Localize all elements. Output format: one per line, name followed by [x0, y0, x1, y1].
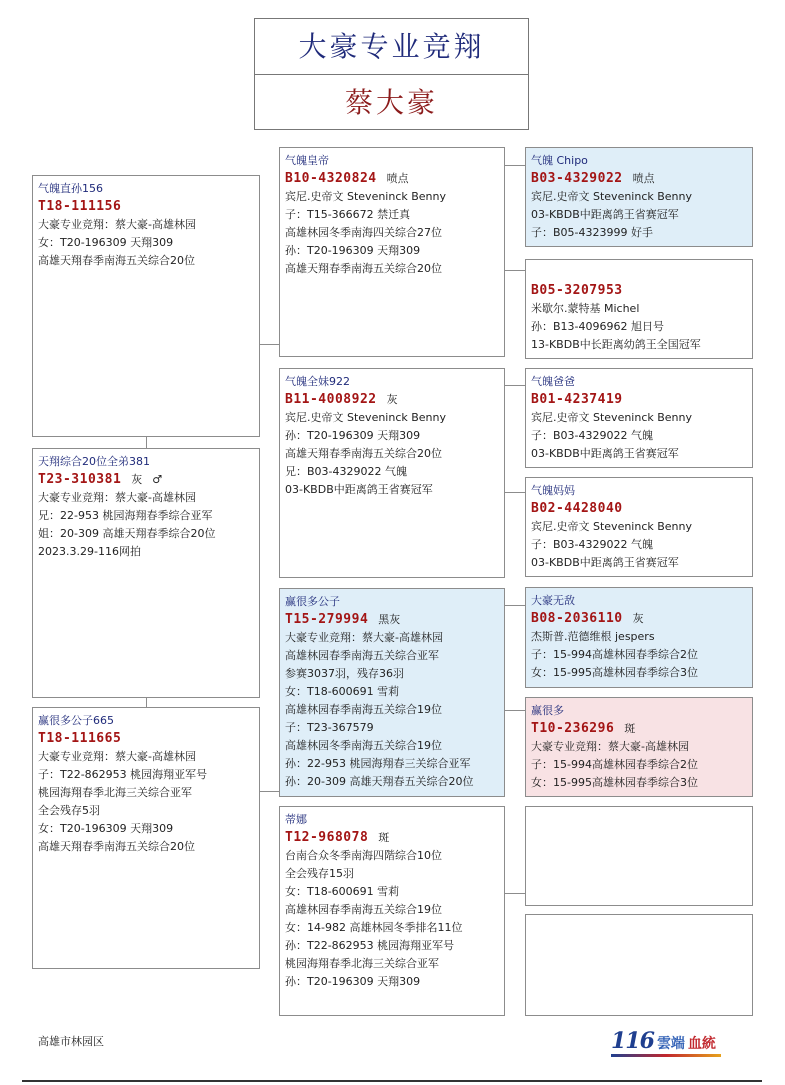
bird-note: 03-KBDB中距离鸽王省赛冠军: [531, 447, 679, 460]
pedigree-box-g3-8-empty: [525, 914, 753, 1016]
bird-color: 斑: [624, 722, 636, 735]
bird-note: 参赛3037羽，残存36羽: [285, 667, 404, 680]
bird-color: 斑: [378, 831, 390, 844]
bird-note: 女：T20-196309 天翔309: [38, 236, 174, 249]
pedigree-box-dam-dam: [279, 806, 505, 1016]
pedigree-box-sire: [32, 175, 260, 437]
bird-name: 天翔综合20位全弟381: [38, 455, 150, 468]
bird-note: 高雄天翔春季南海五关综合20位: [285, 262, 442, 275]
ring-number: T15-279994: [285, 612, 369, 627]
connector-line: [504, 385, 525, 386]
bird-name: 赢很多公子665: [38, 714, 114, 727]
bird-note: 宾尼.史帝文 Steveninck Benny: [531, 190, 693, 203]
bird-color: 喷点: [386, 172, 409, 185]
bird-note: 子：T22-862953 桃园海翔亚军号: [38, 768, 208, 781]
connector-line: [146, 697, 147, 707]
pedigree-header: [254, 18, 529, 130]
ring-number: B03-4329022: [531, 171, 623, 186]
bird-note: 宾尼.史帝文 Steveninck Benny: [531, 411, 693, 424]
ring-number: T12-968078: [285, 830, 369, 845]
bird-note: 女：15-995高雄林园春季综合3位: [531, 776, 698, 789]
bird-note: 兄：B03-4329022 气魄: [285, 465, 407, 478]
bird-note: 大豪专业竞翔：蔡大豪-高雄林园: [38, 750, 196, 763]
bird-note: 子：B05-4323999 好手: [531, 226, 653, 239]
pedigree-box-g3-4: [525, 477, 753, 577]
pedigree-box-g3-1: [525, 147, 753, 247]
pedigree-box-sire-dam: [279, 368, 505, 578]
bird-name: 气魄全妹922: [285, 375, 350, 388]
connector-line: [504, 710, 525, 711]
connector-line: [259, 344, 279, 345]
bird-note: 宾尼.史帝文 Steveninck Benny: [285, 190, 447, 203]
bird-name: 蒂娜: [285, 813, 307, 826]
bird-note: 米歇尔.蒙特基 Michel: [531, 302, 640, 315]
connector-line: [504, 893, 525, 894]
logo-underline: [611, 1054, 721, 1057]
pedigree-box-sire-sire: [279, 147, 505, 357]
bird-note: 全会残存15羽: [285, 867, 354, 880]
loft-name: 大豪专业竞翔: [255, 19, 528, 75]
bird-note: 孙：T22-862953 桃园海翔亚军号: [285, 939, 455, 952]
bird-note: 孙：T20-196309 天翔309: [285, 429, 421, 442]
bird-note: 13-KBDB中长距离幼鸽王全国冠军: [531, 338, 701, 351]
ring-number: B02-4428040: [531, 501, 623, 516]
bird-note: 03-KBDB中距离鸽王省赛冠军: [531, 208, 679, 221]
bird-note: 大豪专业竞翔：蔡大豪-高雄林园: [531, 740, 689, 753]
bird-color: 喷点: [632, 172, 655, 185]
ring-number: T10-236296: [531, 721, 615, 736]
bird-note: 大豪专业竞翔：蔡大豪-高雄林园: [38, 491, 196, 504]
ring-number: T23-310381: [38, 472, 122, 487]
owner-name: 蔡大豪: [344, 86, 438, 119]
bird-note: 大豪专业竞翔：蔡大豪-高雄林园: [38, 218, 196, 231]
bird-note: 子：15-994高雄林园春季综合2位: [531, 648, 698, 661]
bird-note: 孙：B13-4096962 旭日号: [531, 320, 664, 333]
connector-line: [504, 270, 525, 271]
ring-number: B05-3207953: [531, 283, 623, 298]
site-logo: [611, 1028, 716, 1056]
bird-note: 子：15-994高雄林园春季综合2位: [531, 758, 698, 771]
bird-note: 孙：22-953 桃园海翔春三关综合亚军: [285, 757, 471, 770]
bird-note: 宾尼.史帝文 Steveninck Benny: [285, 411, 447, 424]
bird-note: 2023.3.29-116网拍: [38, 545, 141, 558]
bird-note: 子：T23-367579: [285, 721, 374, 734]
bird-note: 高雄林园冬季南海四关综合27位: [285, 226, 442, 239]
bird-note: 子：T15-366672 禁迁真: [285, 208, 411, 221]
connector-line: [259, 791, 279, 792]
bird-note: 全会残存5羽: [38, 804, 100, 817]
bird-name: 大豪无敌: [531, 594, 575, 607]
pedigree-box-g3-6: [525, 697, 753, 797]
bird-note: 桃园海翔春季北海三关综合亚军: [285, 957, 439, 970]
bird-note: 大豪专业竞翔：蔡大豪-高雄林园: [285, 631, 443, 644]
bird-note: 孙：20-309 高雄天翔春五关综合20位: [285, 775, 474, 788]
logo-text: 雲端: [656, 1036, 685, 1052]
bird-note: 兄：22-953 桃园海翔春季综合亚军: [38, 509, 213, 522]
bird-note: 杰斯普.范德维根 jespers: [531, 630, 655, 643]
pedigree-box-g3-3: [525, 368, 753, 468]
bird-note: 子：B03-4329022 气魄: [531, 429, 653, 442]
bird-note: 孙：T20-196309 天翔309: [285, 244, 421, 257]
bird-note: 女：15-995高雄林园春季综合3位: [531, 666, 698, 679]
bird-note: 03-KBDB中距离鸽王省赛冠军: [285, 483, 433, 496]
bird-name: 气魄爸爸: [531, 375, 575, 388]
bird-note: 子：B03-4329022 气魄: [531, 538, 653, 551]
bird-note: 高雄天翔春季南海五关综合20位: [38, 840, 195, 853]
bird-note: 高雄天翔春季南海五关综合20位: [38, 254, 195, 267]
pedigree-box-subject: [32, 448, 260, 698]
connector-line: [146, 436, 147, 448]
connector-line: [504, 492, 525, 493]
logo-number: 116: [611, 1028, 654, 1054]
bird-color: 黑灰: [378, 613, 401, 626]
bird-note: 03-KBDB中距离鸽王省赛冠军: [531, 556, 679, 569]
ring-number: T18-111156: [38, 199, 122, 214]
bird-note: 高雄林园春季南海五关综合19位: [285, 703, 442, 716]
bottom-rule: [22, 1080, 762, 1082]
male-sex-icon: ♂: [152, 473, 163, 486]
bird-name: 赢很多: [531, 704, 564, 717]
bird-note: 女：T18-600691 雪莉: [285, 685, 400, 698]
bird-note: 桃园海翔春季北海三关综合亚军: [38, 786, 192, 799]
bird-note: 姐：20-309 高雄天翔春季综合20位: [38, 527, 216, 540]
logo-text-accent: 血統: [687, 1036, 716, 1052]
ring-number: B10-4320824: [285, 171, 377, 186]
bird-note: 孙：T20-196309 天翔309: [285, 975, 421, 988]
bird-name: 气魄 Chipo: [531, 154, 588, 167]
ring-number: B01-4237419: [531, 392, 623, 407]
bird-note: 高雄林园春季南海五关综合19位: [285, 903, 442, 916]
ring-number: T18-111665: [38, 731, 122, 746]
bird-name: 气魄直孙156: [38, 182, 103, 195]
bird-note: 女：14-982 高雄林园冬季排名11位: [285, 921, 463, 934]
connector-line: [504, 605, 525, 606]
bird-note: 女：T18-600691 雪莉: [285, 885, 400, 898]
ring-number: B08-2036110: [531, 611, 623, 626]
bird-color: 灰: [632, 612, 644, 625]
pedigree-box-g3-7-empty: [525, 806, 753, 906]
ring-number: B11-4008922: [285, 392, 377, 407]
bird-note: 高雄林园冬季南海五关综合19位: [285, 739, 442, 752]
pedigree-box-dam-sire: [279, 588, 505, 797]
bird-name: 赢很多公子: [285, 595, 340, 608]
bird-color: 灰: [386, 393, 398, 406]
pedigree-box-g3-5: [525, 587, 753, 688]
bird-name: 气魄皇帝: [285, 154, 329, 167]
connector-line: [504, 165, 525, 166]
bird-note: 高雄林园春季南海五关综合亚军: [285, 649, 439, 662]
bird-color: 灰: [131, 473, 143, 486]
bird-note: 高雄天翔春季南海五关综合20位: [285, 447, 442, 460]
footer-location: 高雄市林园区: [38, 1035, 104, 1048]
bird-note: 台南合众冬季南海四階综合10位: [285, 849, 442, 862]
pedigree-box-g3-2: [525, 259, 753, 359]
bird-note: 宾尼.史帝文 Steveninck Benny: [531, 520, 693, 533]
bird-note: 女：T20-196309 天翔309: [38, 822, 174, 835]
pedigree-box-dam: [32, 707, 260, 969]
bird-name: 气魄妈妈: [531, 484, 575, 497]
